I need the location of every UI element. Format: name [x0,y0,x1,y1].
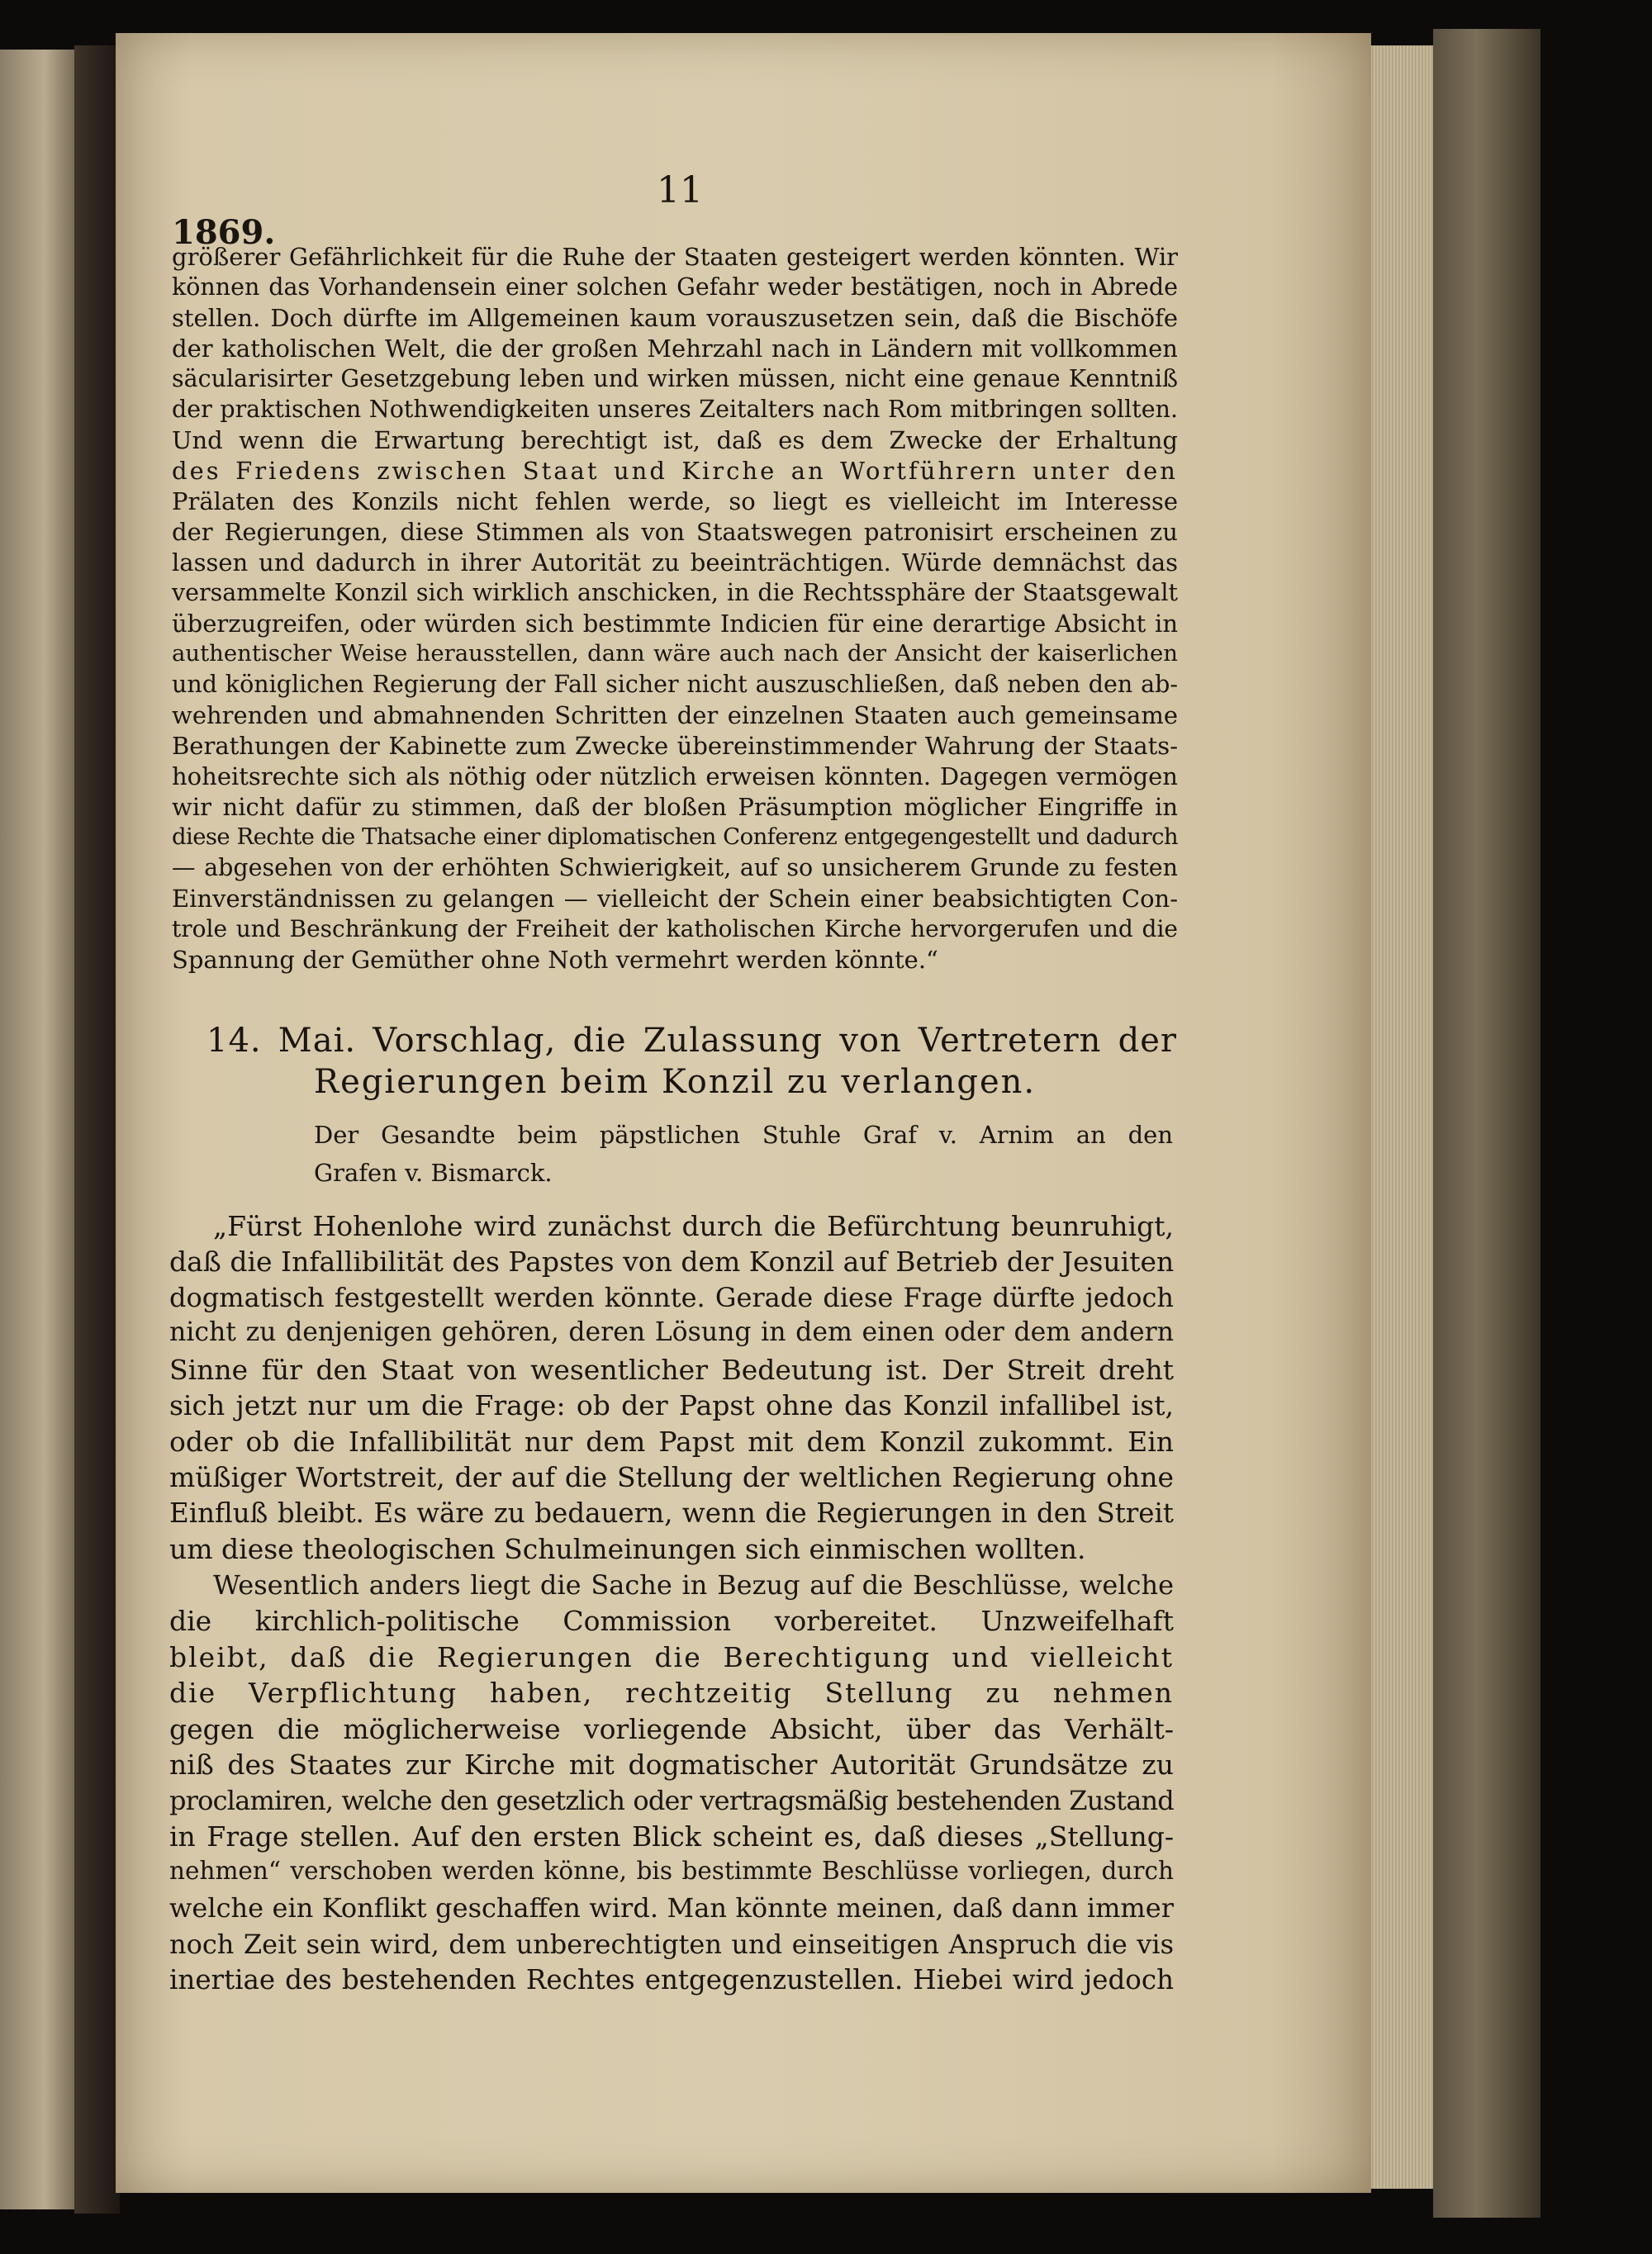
text-line: die Verpflichtung haben, rechtzeitig Stellung zu nehmen [169,1677,1174,1709]
text-line: lassen und dadurch in ihrer Autorität zu beeinträchtigen. Würde demnächst das [172,548,1178,577]
text-line: Wesentlich anders liegt die Sache in Bezug auf die Beschlüsse, welche [213,1569,1174,1601]
text-line: größerer Gefährlichkeit für die Ruhe der Staaten gesteigert werden könnten. Wir [172,243,1178,271]
text-line: des Friedens zwischen Staat und Kirche an Wortführern unter den [172,457,1178,485]
text-line: welche ein Konflikt geschaffen wird. Man könnte meinen, daß dann immer [169,1892,1174,1924]
byline-line: Der Gesandte beim päpstlichen Stuhle Graf v. Arnim an den [314,1121,1173,1149]
text-line: überzugreifen, oder würden sich bestimmte Indicien für eine derartige Absicht in [172,610,1178,638]
text-line: der praktischen Nothwendigkeiten unseres Zeitalters nach Rom mitbringen sollten. [172,396,1178,423]
page-block-edge [1371,45,1433,2189]
text-line: nehmen“ verschoben werden könne, bis bestimmte Beschlüsse vorliegen, durch [169,1857,1174,1885]
text-line: bleibt, daß die Regierungen die Berechtigung und vielleicht [169,1641,1174,1673]
text-line: noch Zeit sein wird, dem unberechtigten und einseitigen Anspruch die vis [169,1929,1174,1960]
text-line: niß des Staates zur Kirche mit dogmatischer Autorität Grundsätze zu [169,1749,1174,1781]
text-line: Berathungen der Kabinette zum Zwecke übereinstimmender Wahrung der Staats- [172,732,1178,760]
text-line: inertiae des bestehenden Rechtes entgegenzustellen. Hiebei wird jedoch [169,1964,1174,1995]
text-line: der Regierungen, diese Stimmen als von Staatswegen patronisirt erscheinen zu [172,518,1178,546]
byline-line: Grafen v. Bismarck. [314,1159,553,1187]
text-line: Spannung der Gemüther ohne Noth vermehrt werden könnte.“ [172,946,938,974]
text-line: Einfluß bleibt. Es wäre zu bedauern, wenn die Regierungen in den Streit [169,1497,1174,1529]
text-line: dogmatisch festgestellt werden könnte. Gerade diese Frage dürfte jedoch [169,1282,1174,1313]
text-line: nicht zu denjenigen gehören, deren Lösung in dem einen oder dem andern [169,1317,1174,1347]
text-line: der katholischen Welt, die der großen Mehrzahl nach in Ländern mit vollkommen [172,335,1178,363]
text-line: daß die Infallibilität des Papstes von dem Konzil auf Betrieb der Jesuiten [169,1246,1175,1278]
text-line: gegen die möglicherweise vorliegende Absicht, über das Verhält- [169,1713,1174,1745]
text-line: Einverständnissen zu gelangen — vielleicht der Schein einer beabsichtigten Con- [172,885,1178,913]
text-line: oder ob die Infallibilität nur dem Papst mit dem Konzil zukommt. Ein [169,1426,1174,1458]
text-line: sich jetzt nur um die Frage: ob der Papst ohne das Konzil infallibel ist, [169,1389,1174,1421]
text-line: können das Vorhandensein einer solchen Gefahr weder bestätigen, noch in Abrede [172,273,1178,301]
text-line: — abgesehen von der erhöhten Schwierigkeit, auf so unsicherem Grunde zu festen [172,854,1178,881]
text-line: authentischer Weise herausstellen, dann wäre auch nach der Ansicht der kaiserlichen [172,640,1178,667]
text-line: Und wenn die Erwartung berechtigt ist, daß es dem Zwecke der Erhaltung [172,426,1178,454]
text-line: stellen. Doch dürfte im Allgemeinen kaum vorauszusetzen sein, daß die Bischöfe [172,304,1178,332]
text-line: wir nicht dafür zu stimmen, daß der bloßen Präsumption möglicher Eingriffe in [172,793,1178,821]
page-number: 11 [657,169,703,211]
text-line: proclamiren, welche den gesetzlich oder vertragsmäßig bestehenden Zustand [169,1785,1174,1816]
text-line: säcularisirter Gesetzgebung leben und wirken müssen, nicht eine genaue Kenntniß [172,365,1178,392]
heading-line: Regierungen beim Konzil zu verlangen. [314,1063,1037,1101]
book-binding [1433,29,1540,2218]
text-line: diese Rechte die Thatsache einer diplomatischen Conferenz entgegengestellt und dadurch [172,823,1178,850]
text-line: „Fürst Hohenlohe wird zunächst durch die Befürchtung beunruhigt, [213,1210,1174,1242]
book-gutter [74,45,120,2214]
text-line: wehrenden und abmahnenden Schritten der einzelnen Staaten auch gemeinsame [172,701,1178,729]
text-line: und königlichen Regierung der Fall sicher nicht auszuschließen, daß neben den ab- [172,671,1178,698]
text-line: trole und Beschränkung der Freiheit der katholischen Kirche hervorgerufen und die [172,915,1178,942]
text-line: Sinne für den Staat von wesentlicher Bedeutung ist. Der Streit dreht [169,1354,1174,1386]
text-line: um diese theologischen Schulmeinungen sich einmischen wollten. [169,1533,1086,1565]
text-line: in Frage stellen. Auf den ersten Blick scheint es, daß dieses „Stellung- [169,1820,1174,1853]
text-line: die kirchlich-politische Commission vorbereitet. Unzweifelhaft [169,1605,1174,1637]
text-line: versammelte Konzil sich wirklich anschicken, in die Rechtssphäre der Staatsgewalt [172,579,1178,606]
text-line: hoheitsrechte sich als nöthig oder nützlich erweisen könnten. Dagegen vermögen [172,762,1178,790]
heading-line: 14. Mai. Vorschlag, die Zulassung von Vertretern der [206,1022,1177,1060]
text-line: müßiger Wortstreit, der auf die Stellung der weltlichen Regierung ohne [169,1461,1174,1493]
running-head-year: 1869. [172,213,276,252]
facing-page-edge [0,50,74,2209]
text-line: Prälaten des Konzils nicht fehlen werde, so liegt es vielleicht im Interesse [172,487,1178,515]
